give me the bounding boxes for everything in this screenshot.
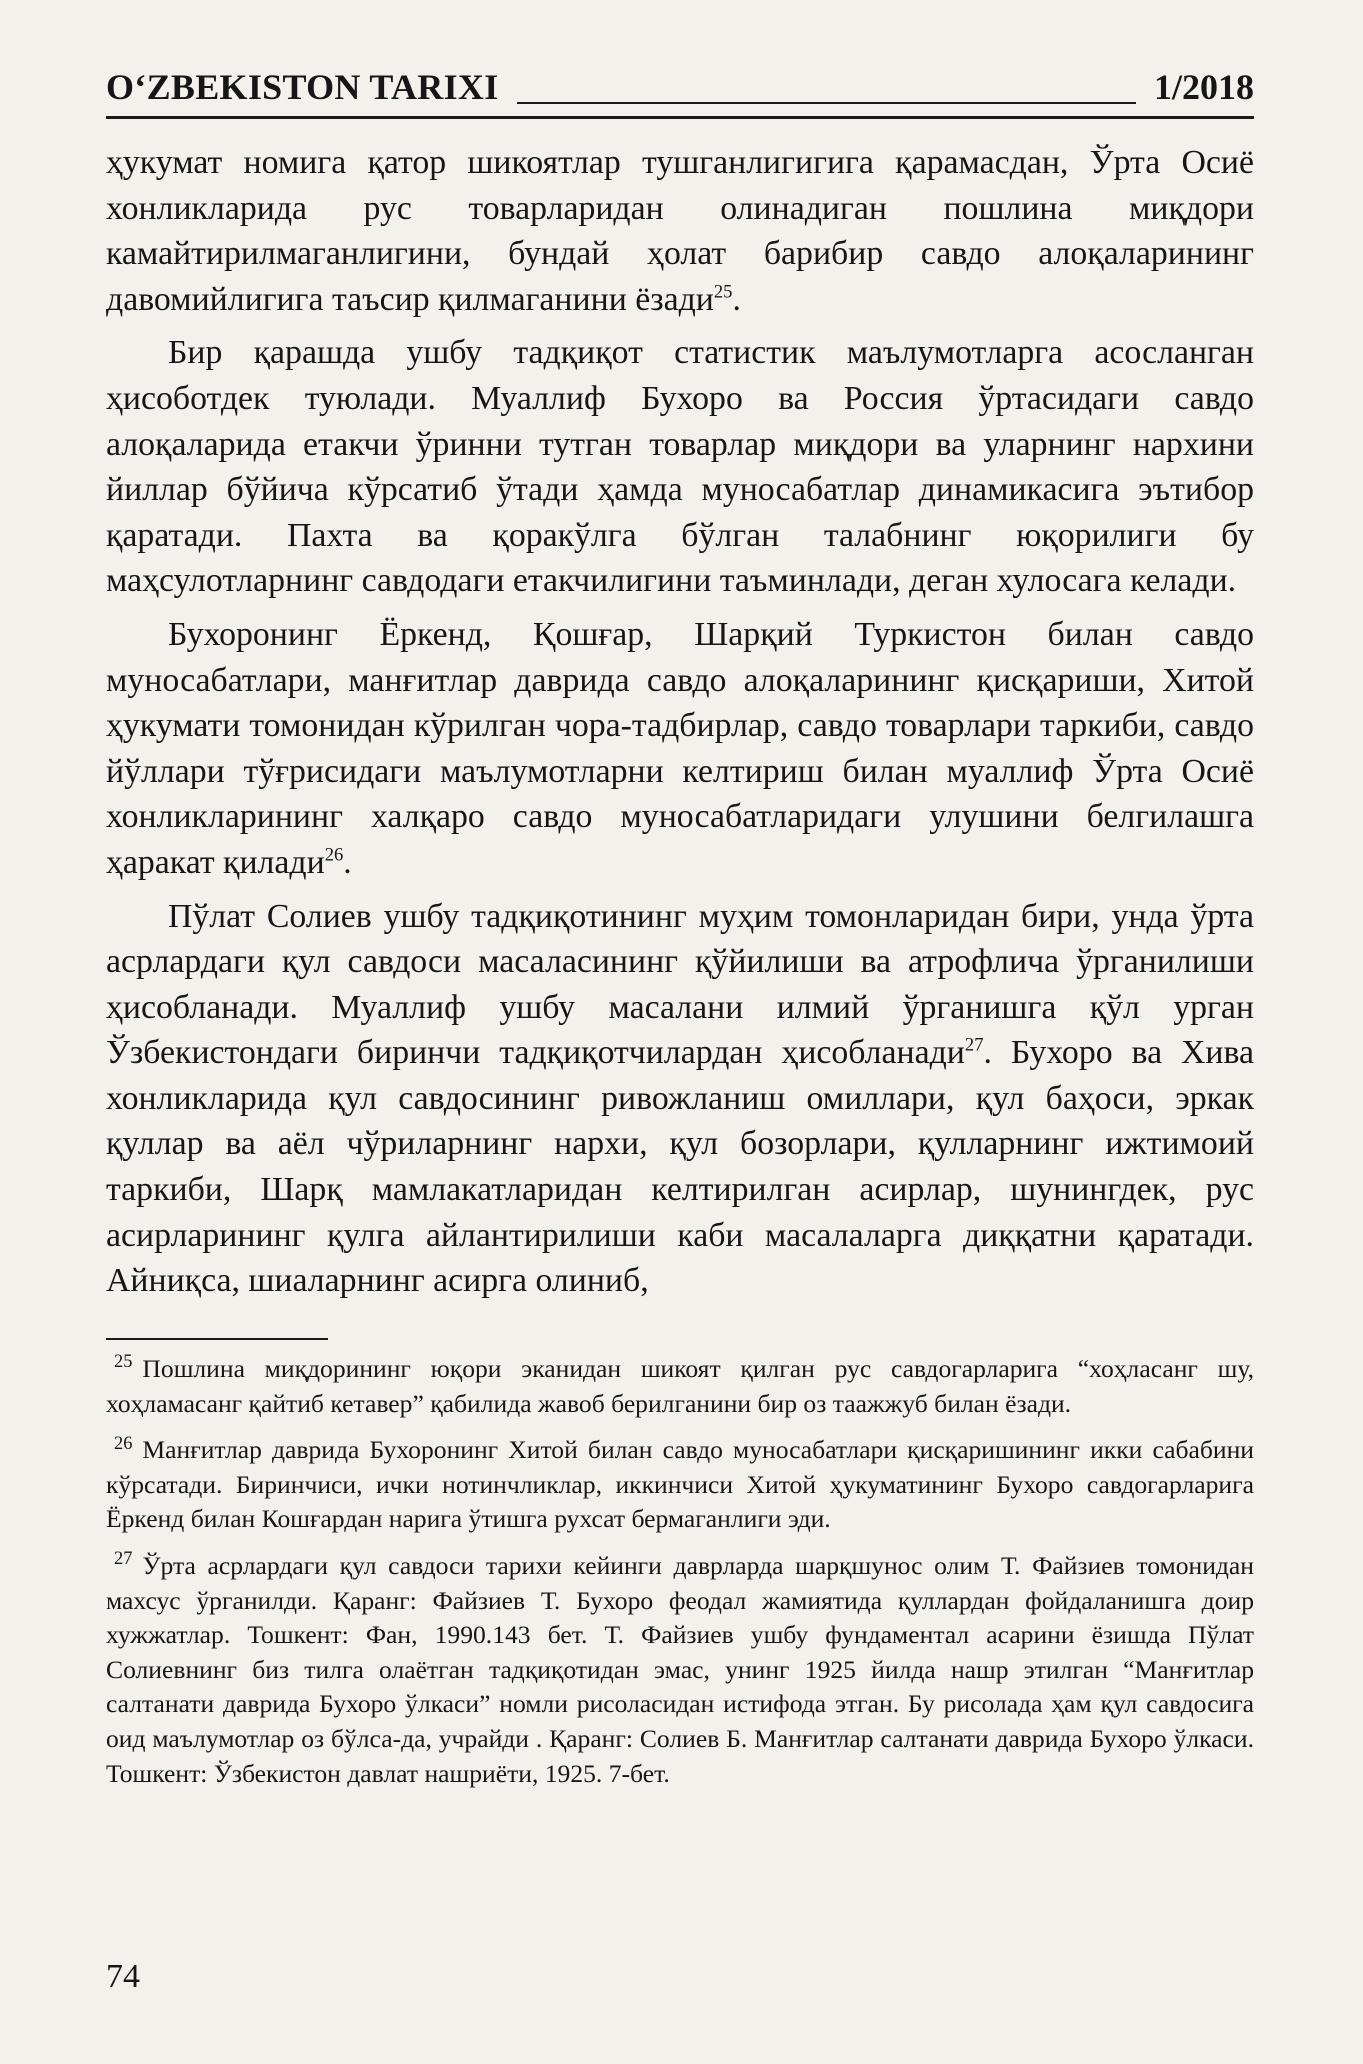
running-header — [106, 66, 1254, 119]
page-number: 74 — [106, 1958, 140, 1995]
footnote-27: $^{27}$ Ўрта асрлардаги қул савдоси тарихи кейинги даврларда шарқшунос олим Т. Файзиев томонидан махсус ўрганилди. Қаранг: Файзиев Т. Бухоро феодал жамиятида қуллардан фойдаланишга доир хужжатлар. Тошкент: Фан, 1990.143 бет. Т. Файзиев ушбу фундаментал асарини ёзишда Пўлат Солиевнинг биз тилга олаётган тадқиқотидан эмас, унинг 1925 йилда нашр этилган “Манғитлар салтанати даврида Бухоро ўлкаси” номли рисоласидан истифода этган. Бу рисолада ҳам қул савдосига оид маълумотлар оз бўлса-да, учрайди . Қаранг: Солиев Б. Манғитлар салтанати даврида Бухоро ўлкаси. Тошкент: Ўзбекистон давлат нашриёти, 1925. 7-бет. — [106, 1548, 1254, 1788]
footnote-25: $^{25}$ Пошлина миқдорининг юқори эканидан шикоят қилган рус савдогарларига “хоҳласанг шу, хоҳламасанг қайтиб кетавер” қабилида жавоб берилганини бир оз таажжуб билан ёзади. — [106, 1351, 1254, 1418]
footnotes — [106, 1352, 1254, 1791]
paragraph-2: Бир қарашда ушбу тадқиқот статистик маълумотларга асосланган ҳисоботдек туюлади. Муаллиф Бухоро ва Россия ўртасидаги савдо алоқаларида етакчи ўринни тутган товарлар миқдори ва уларнинг нархини йиллар бўйича кўрсатиб ўтади ҳамда муносабатлар динамикасига эътибор қаратади. Пахта ва қоракўлга бўлган талабнинг юқорилиги бу маҳсулотларнинг савдодаги етакчилигини таъминлади, деган хулосага келади. — [106, 334, 1254, 600]
paragraph-4: Пўлат Солиев ушбу тадқиқотининг муҳим томонларидан бири, унда ўрта асрлардаги қул савдоси масаласининг қўйилиши ва атрофлича ўрганилиши ҳисобланади. Муаллиф ушбу масалани илмий ўрганишга қўл урган Ўзбекистондаги биринчи тадқиқотчилардан ҳисобланади$^{27}$. Бухоро ва Хива хонликларида қул савдосининг ривожланиш омиллари, қул баҳоси, эркак қуллар ва аёл чўриларнинг нархи, қул бозорлари, қулларнинг ижтимоий таркиби, Шарқ мамлакатларидан келтирилган асирлар, шунингдек, рус асирларининг қулга айлантирилиши каби масалаларга диққатни қаратади. Айниқса, шиаларнинг асирга олиниб, — [106, 897, 1255, 1300]
main-text — [106, 140, 1254, 1304]
paragraph-1: ҳукумат номига қатор шикоятлар тушганлигигига қарамасдан, Ўрта Осиё хонликларида рус товарларидан олинадиган пошлина миқдори камайтирилмаганлигини, бундай ҳолат барибир савдо алоқаларининг давомийлигига таъсир қилмаганини ёзади$^{25}$. — [106, 144, 1254, 318]
footnote-ref-27[interactable]: 27 — [964, 1035, 984, 1057]
paragraph-3: Бухоронинг Ёркенд, Қошғар, Шарқий Туркистон билан савдо муносабатлари, манғитлар даврида савдо алоқаларининг қисқариши, Хитой ҳукумати томонидан кўрилган чора-тадбирлар, савдо товарлари таркиби, савдо йўллари тўғрисидаги маълумотларни келтириш билан муаллиф Ўрта Осиё хонликларининг халқаро савдо муносабатларидаги улушини белгилашга ҳаракат қилади$^{26}$. — [106, 615, 1254, 881]
footnote-ref-25[interactable]: 25 — [713, 281, 733, 303]
journal-title: O‘ZBEKISTON TARIXI — [106, 67, 499, 107]
issue-number: 1/2018 — [1153, 67, 1254, 107]
footnote-separator — [106, 1338, 328, 1340]
footnote-ref-26[interactable]: 26 — [324, 844, 344, 866]
footnote-26: $^{26}$ Манғитлар даврида Бухоронинг Хитой билан савдо муносабатлари қисқаришининг икки сабабини кўрсатади. Биринчиси, ички нотинчликлар, иккинчиси Хитой ҳукуматининг Бухоро савдогарларига Ёркенд билан Кошғардан нарига ўтишга рухсат бермаганлиги эди. — [106, 1432, 1254, 1534]
header-rule — [517, 102, 1136, 104]
